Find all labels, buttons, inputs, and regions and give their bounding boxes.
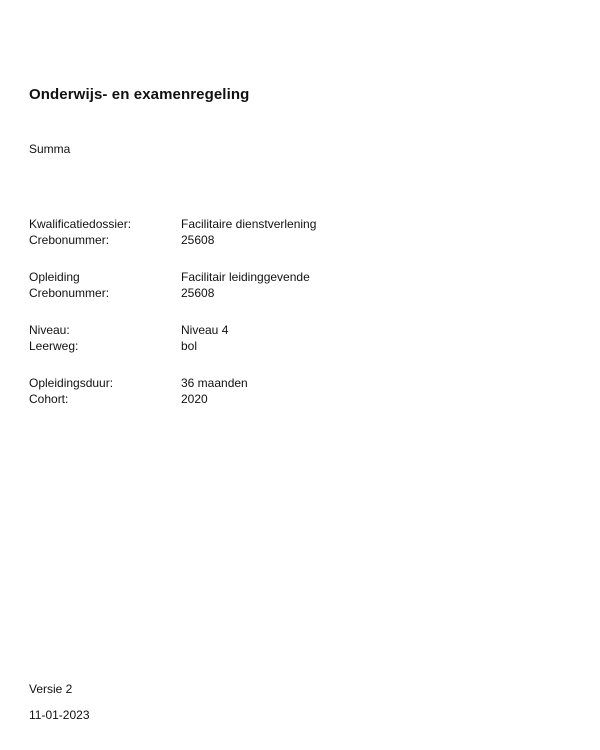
info-value: 25608 — [181, 233, 215, 247]
info-label: Opleiding — [29, 270, 80, 284]
info-row-education — [29, 269, 429, 285]
info-row-learning-path — [29, 338, 429, 354]
organization-name: Summa — [29, 142, 71, 156]
info-value: Facilitair leidinggevende — [181, 270, 310, 284]
page-title: Onderwijs- en examenregeling — [29, 86, 250, 103]
info-label: Opleidingsduur: — [29, 376, 114, 390]
info-value: 2020 — [181, 392, 208, 406]
info-group-qualification — [29, 216, 429, 248]
info-value: 36 maanden — [181, 376, 248, 390]
info-row-duration — [29, 375, 429, 391]
info-row-cohort — [29, 391, 429, 407]
info-label: Crebonummer: — [29, 286, 110, 300]
info-label: Kwalificatiedossier: — [29, 217, 132, 231]
info-value: 25608 — [181, 286, 215, 300]
info-row-qualification-file — [29, 216, 429, 232]
info-value: Niveau 4 — [181, 323, 229, 337]
info-label: Crebonummer: — [29, 233, 110, 247]
info-label: Leerweg: — [29, 339, 79, 353]
info-row-crebo-number — [29, 232, 429, 248]
info-label: Niveau: — [29, 323, 70, 337]
version-label: Versie 2 — [29, 682, 73, 696]
info-value: Facilitaire dienstverlening — [181, 217, 317, 231]
info-row-crebo-number — [29, 285, 429, 301]
info-row-level — [29, 322, 429, 338]
info-value: bol — [181, 339, 198, 353]
info-group-level — [29, 322, 429, 354]
info-label: Cohort: — [29, 392, 69, 406]
document-date: 11-01-2023 — [29, 708, 90, 722]
info-group-education — [29, 269, 429, 301]
qualification-info — [29, 216, 429, 428]
info-group-duration — [29, 375, 429, 407]
